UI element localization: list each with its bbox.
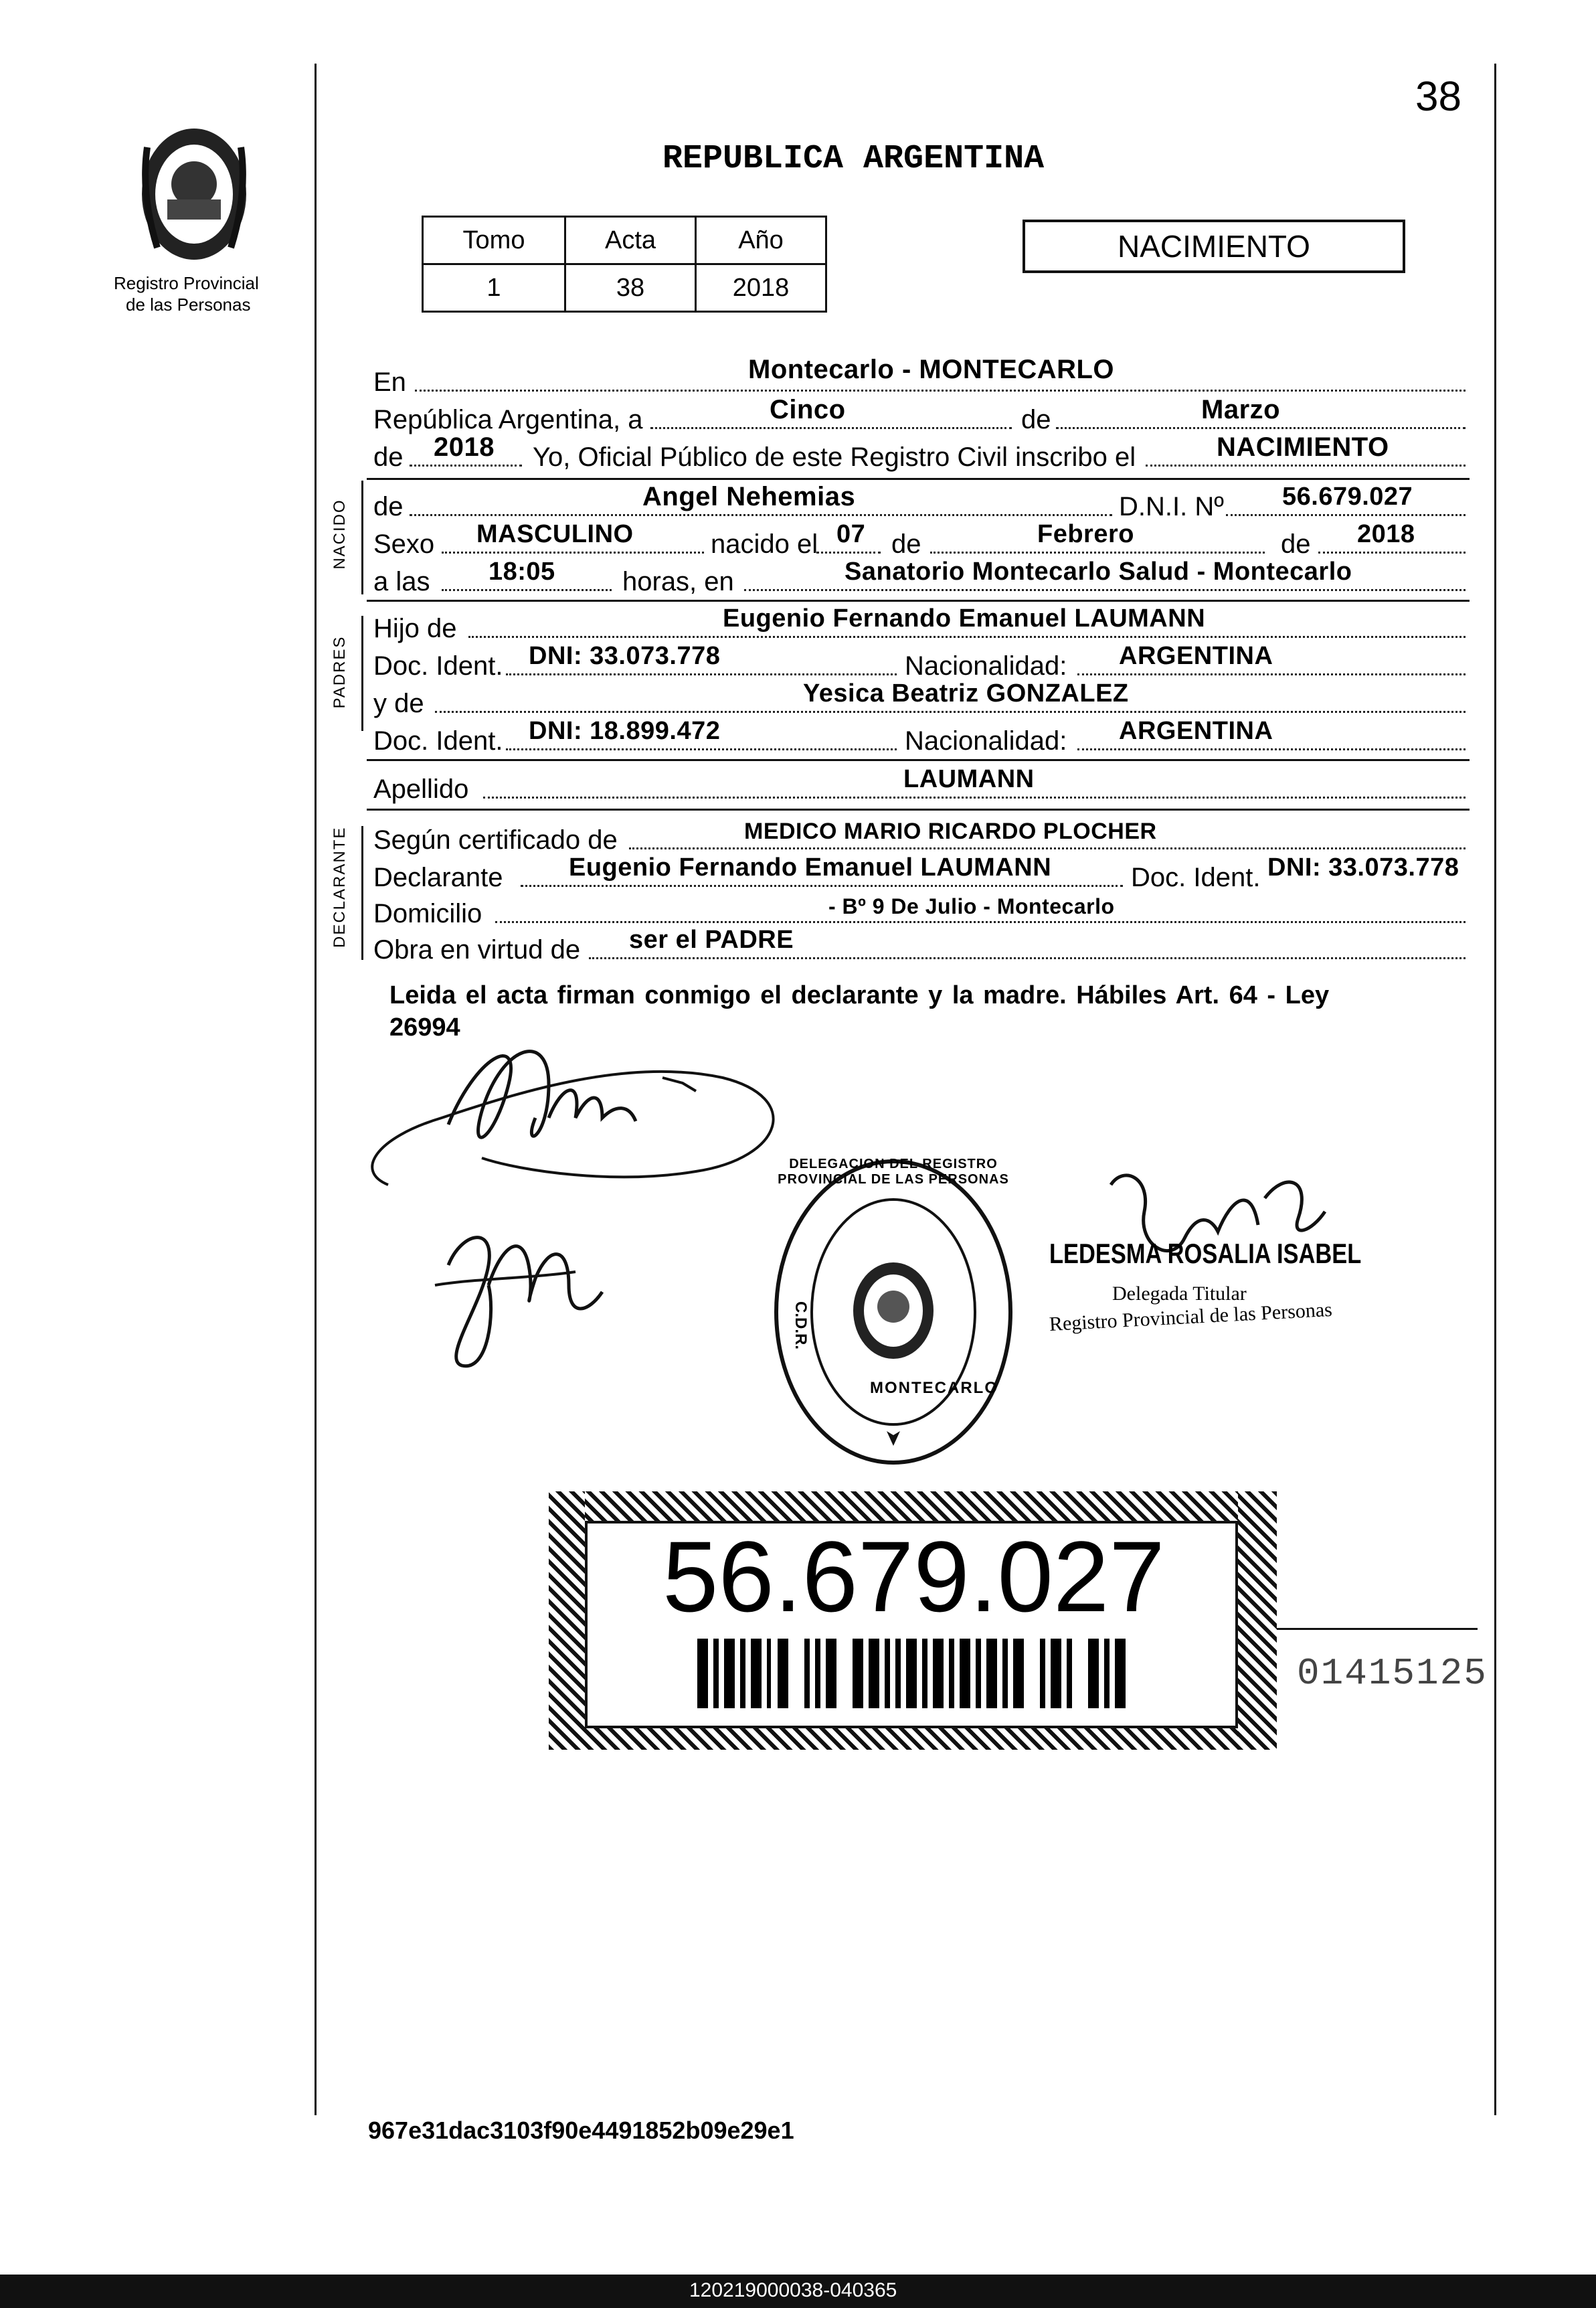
nacido-el-label: nacido el: [711, 529, 818, 559]
table-value-anio: 2018: [696, 264, 826, 312]
birth-place: Sanatorio Montecarlo Salud - Montecarlo: [845, 558, 1352, 586]
mother-nationality: ARGENTINA: [1119, 717, 1273, 745]
padres-section-label: PADRES: [331, 635, 349, 709]
a-las-label: a las: [373, 567, 430, 596]
declarante-label: Declarante: [373, 863, 503, 892]
nacido-bracket: [361, 481, 363, 594]
doc-label-3: Doc. Ident.: [1131, 863, 1261, 892]
dni-dotline: [1226, 514, 1466, 516]
footer-code: 120219000038-040365: [689, 2279, 897, 2301]
official-signature: [1097, 1158, 1352, 1292]
year-value: 2018: [434, 432, 495, 462]
year-dotline: [410, 465, 522, 467]
table-header-acta: Acta: [565, 217, 696, 264]
table-value-tomo: 1: [423, 264, 565, 312]
month-dotline: [1056, 427, 1466, 429]
hour-dotline: [442, 589, 612, 591]
declarante-bracket: [361, 826, 363, 960]
sticker-border-top: [549, 1491, 1277, 1521]
barcode: [697, 1639, 1126, 1708]
dni-sticker-number: 56.679.027: [662, 1520, 1165, 1633]
de-label-3: de: [891, 529, 921, 559]
mother-doc: DNI: 18.899.472: [529, 717, 721, 745]
certificado-label: Según certificado de: [373, 825, 618, 855]
separator-line-3: [367, 759, 1470, 761]
certificado-value: MEDICO MARIO RICARDO PLOCHER: [744, 819, 1157, 844]
child-name: Angel Nehemias: [642, 482, 856, 511]
left-margin-line: [315, 64, 317, 2115]
seal-inner-right: MONTECARLO: [870, 1379, 998, 1397]
seal-ring-text: DELEGACION DEL REGISTRO PROVINCIAL DE LAS PERSONAS: [778, 1157, 1009, 1187]
separator-line-4: [367, 809, 1470, 811]
horas-label: horas, en: [622, 567, 734, 596]
registry-logo: [120, 120, 268, 281]
separator-line: [367, 478, 1470, 480]
father-doc-dotline: [506, 673, 897, 675]
domicilio-label: Domicilio: [373, 899, 482, 928]
child-dni: 56.679.027: [1282, 483, 1413, 511]
sexo-dotline: [442, 552, 704, 554]
nacido-section-label: NACIDO: [331, 499, 349, 570]
birth-day: 07: [836, 520, 866, 548]
birth-day-dotline: [816, 552, 881, 554]
domicilio-value: - Bº 9 De Julio - Montecarlo: [828, 894, 1115, 918]
official-name: LEDESMA ROSALIA ISABEL: [1049, 1238, 1362, 1269]
y-de-label: y de: [373, 689, 424, 718]
apellido-value: LAUMANN: [903, 765, 1035, 793]
declarante-dotline: [521, 885, 1123, 887]
de-label-4: de: [1281, 529, 1311, 559]
obra-value: ser el PADRE: [629, 926, 794, 954]
hour-value: 18:05: [489, 558, 555, 586]
logo-caption-line1: Registro Provincial: [114, 273, 259, 293]
dni-sticker: [549, 1491, 1277, 1750]
separator-line-2: [367, 600, 1470, 602]
province-shield-icon: [120, 120, 268, 268]
official-office: Registro Provincial de las Personas: [1049, 1298, 1333, 1335]
nac-label-2: Nacionalidad:: [905, 726, 1067, 756]
birth-month-dotline: [930, 552, 1265, 554]
republica-label: República Argentina, a: [373, 405, 643, 434]
logo-caption-line2: de las Personas: [126, 295, 251, 315]
hijo-label: Hijo de: [373, 614, 457, 643]
place-dotline: [744, 589, 1466, 591]
mother-nat-dotline: [1077, 748, 1466, 750]
closing-text-line2: 26994: [389, 1013, 460, 1042]
father-nationality: ARGENTINA: [1119, 642, 1273, 670]
inscribo-label: Yo, Oficial Público de este Registro Civil inscribo el: [533, 442, 1136, 472]
sticker-border-right: [1238, 1491, 1277, 1750]
mother-dotline: [435, 711, 1466, 713]
mother-doc-dotline: [506, 748, 897, 750]
dni-label: D.N.I. Nº: [1119, 492, 1224, 521]
doc-label-2: Doc. Ident.: [373, 726, 503, 756]
day-value: Cinco: [770, 395, 846, 424]
declarante-doc: DNI: 33.073.778: [1267, 853, 1459, 882]
birth-year: 2018: [1357, 520, 1415, 548]
table-header-anio: Año: [696, 217, 826, 264]
page-title: REPUBLICA ARGENTINA: [662, 140, 1045, 178]
mother-name: Yesica Beatriz GONZALEZ: [803, 679, 1129, 708]
name-de-label: de: [373, 492, 404, 521]
declarante-section-label: DECLARANTE: [331, 826, 349, 948]
father-doc: DNI: 33.073.778: [529, 642, 721, 670]
en-label: En: [373, 367, 406, 397]
record-table: [422, 216, 827, 313]
page-number: 38: [1415, 74, 1461, 120]
declarante-value: Eugenio Fernando Emanuel LAUMANN: [569, 853, 1052, 882]
record-type-box: NACIMIENTO: [1023, 220, 1405, 273]
nac-label-1: Nacionalidad:: [905, 651, 1067, 681]
inscribo-dotline: [1146, 465, 1466, 467]
day-dotline: [650, 427, 1012, 429]
father-nat-dotline: [1077, 673, 1466, 675]
doc-label-1: Doc. Ident.: [373, 651, 503, 681]
father-name: Eugenio Fernando Emanuel LAUMANN: [723, 604, 1206, 633]
de-label-2: de: [373, 442, 404, 472]
official-role: Delegada Titular: [1112, 1283, 1247, 1305]
birth-year-dotline: [1318, 552, 1466, 554]
table-header-tomo: Tomo: [423, 217, 565, 264]
obra-label: Obra en virtud de: [373, 935, 581, 965]
obra-dotline: [589, 957, 1466, 959]
mother-signature: [422, 1205, 622, 1379]
padres-bracket: [361, 616, 363, 731]
certificado-dotline: [629, 847, 1466, 849]
apellido-dotline: [483, 797, 1466, 799]
sexo-value: MASCULINO: [476, 520, 634, 548]
apellido-label: Apellido: [373, 774, 469, 804]
father-dotline: [468, 636, 1466, 638]
birth-month: Febrero: [1037, 520, 1134, 548]
serial-bar: [1277, 1628, 1478, 1630]
sticker-border-bottom: [549, 1728, 1277, 1750]
de-label: de: [1021, 405, 1051, 434]
closing-text-line1: Leida el acta firman conmigo el declarante y la madre. Hábiles Art. 64 - Ley: [389, 981, 1330, 1009]
table-value-acta: 38: [565, 264, 696, 312]
month-value: Marzo: [1201, 395, 1281, 424]
inscribo-value: NACIMIENTO: [1217, 432, 1389, 462]
domicilio-dotline: [495, 921, 1466, 923]
name-dotline: [410, 514, 1112, 516]
sexo-label: Sexo: [373, 529, 435, 559]
document-hash: 967e31dac3103f90e4491852b09e29e1: [368, 2117, 794, 2144]
en-value: Montecarlo - MONTECARLO: [748, 355, 1115, 384]
serial-number: 01415125: [1297, 1652, 1488, 1695]
declarante-signature: [348, 1004, 830, 1205]
seal-inner-left: C.D.R.: [792, 1301, 810, 1349]
right-margin-line: [1494, 64, 1496, 2115]
en-dotline: [415, 390, 1466, 392]
sticker-border-left: [549, 1491, 585, 1750]
round-seal: [770, 1151, 1017, 1473]
